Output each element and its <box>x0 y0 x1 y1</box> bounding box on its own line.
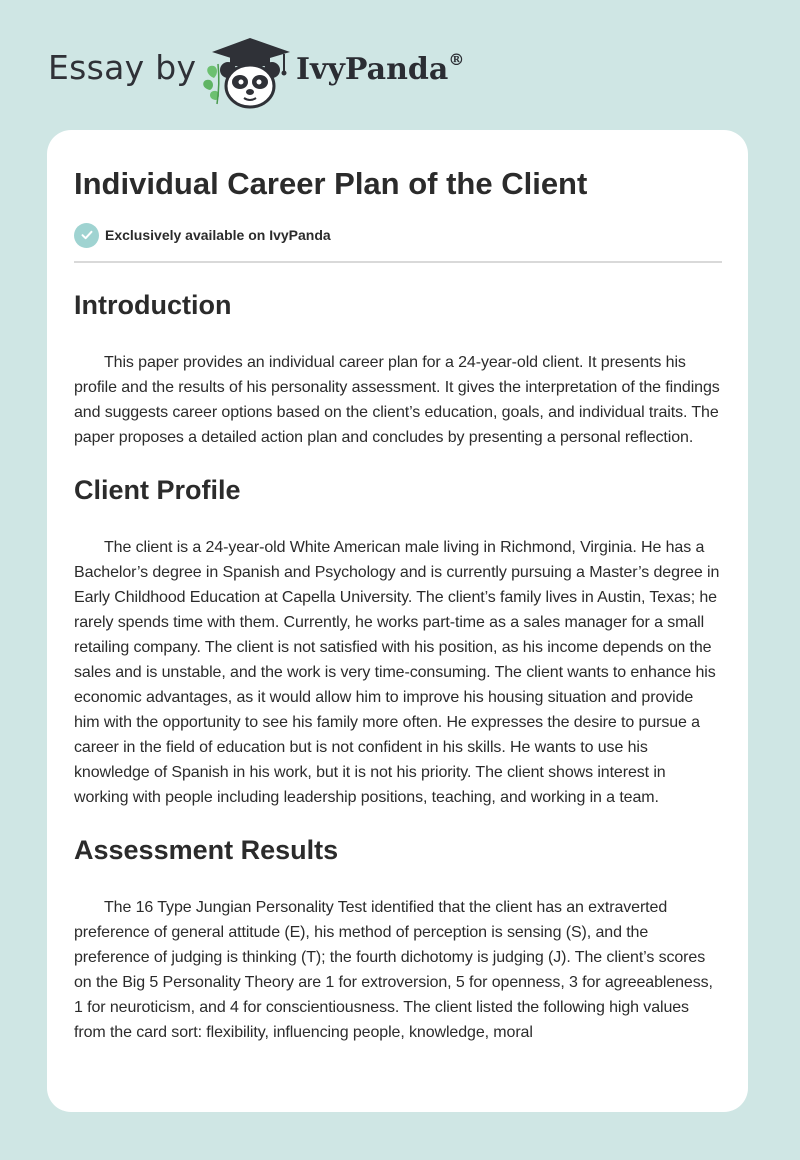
section-paragraph-client-profile: The client is a 24-year-old White American male living in Richmond, Virginia. He has a Bachelor’s degree in Spanish and Psychology and is currently pursuing a Master’s degree in Early Childhood Education at Capella University. The client’s family lives in Austin, Texas; he rarely spends time with them. Currently, he works part-time as a sales manager for a small retailing company. The client is not satisfied with his position, as his income depends on the sales and is unstable, and the work is very time-consuming. The client wants to enhance his economic advantages, as it would allow him to improve his housing situation and provide him with the opportunity to see his family more often. He expresses the desire to pursue a career in the field of education but is not confident in his skills. He wants to use his knowledge of Spanish in his work, but it is not his priority. The client shows interest in working with people including leadership positions, teaching, and working in a team. <box>74 539 720 806</box>
site-header <box>0 0 800 120</box>
section-paragraph-assessment-results: The 16 Type Jungian Personality Test identified that the client has an extraverted preference of general attitude (E), his method of perception is sensing (S), and the preference of judging is thinking (T); the fourth dichotomy is judging (J). The client’s scores on the Big 5 Personality Theory are 1 for extroversion, 5 for openness, 3 for agreeableness, 1 for neuroticism, and 4 for conscientiousness. The client listed the following high values from the card sort: flexibility, influencing people, knowledge, moral <box>74 899 713 1041</box>
exclusive-badge <box>74 222 331 248</box>
essay-content <box>74 280 722 1045</box>
registered-mark: ® <box>448 50 465 69</box>
brand-name-text: IvyPanda <box>296 52 449 87</box>
page-title: Individual Career Plan of the Client <box>74 166 588 201</box>
exclusive-label: Exclusively available on IvyPanda <box>105 227 331 243</box>
panda-graduate-logo-icon[interactable] <box>200 34 292 110</box>
essay-card <box>47 130 748 1112</box>
ivypanda-brand-name[interactable] <box>296 52 464 87</box>
section-heading-client-profile: Client Profile <box>74 475 241 505</box>
section-heading-introduction: Introduction <box>74 290 232 320</box>
essay-by-label: Essay by <box>48 48 197 87</box>
section-heading-assessment-results: Assessment Results <box>74 835 339 865</box>
check-icon <box>74 223 99 248</box>
section-paragraph-introduction: This paper provides an individual career plan for a 24-year-old client. It presents his profile and the results of his personality assessment. It gives the interpretation of the findings and suggests career options based on the client’s education, goals, and individual traits. The paper proposes a detailed action plan and concludes by presenting a personal reflection. <box>74 354 720 446</box>
title-divider <box>74 261 722 263</box>
